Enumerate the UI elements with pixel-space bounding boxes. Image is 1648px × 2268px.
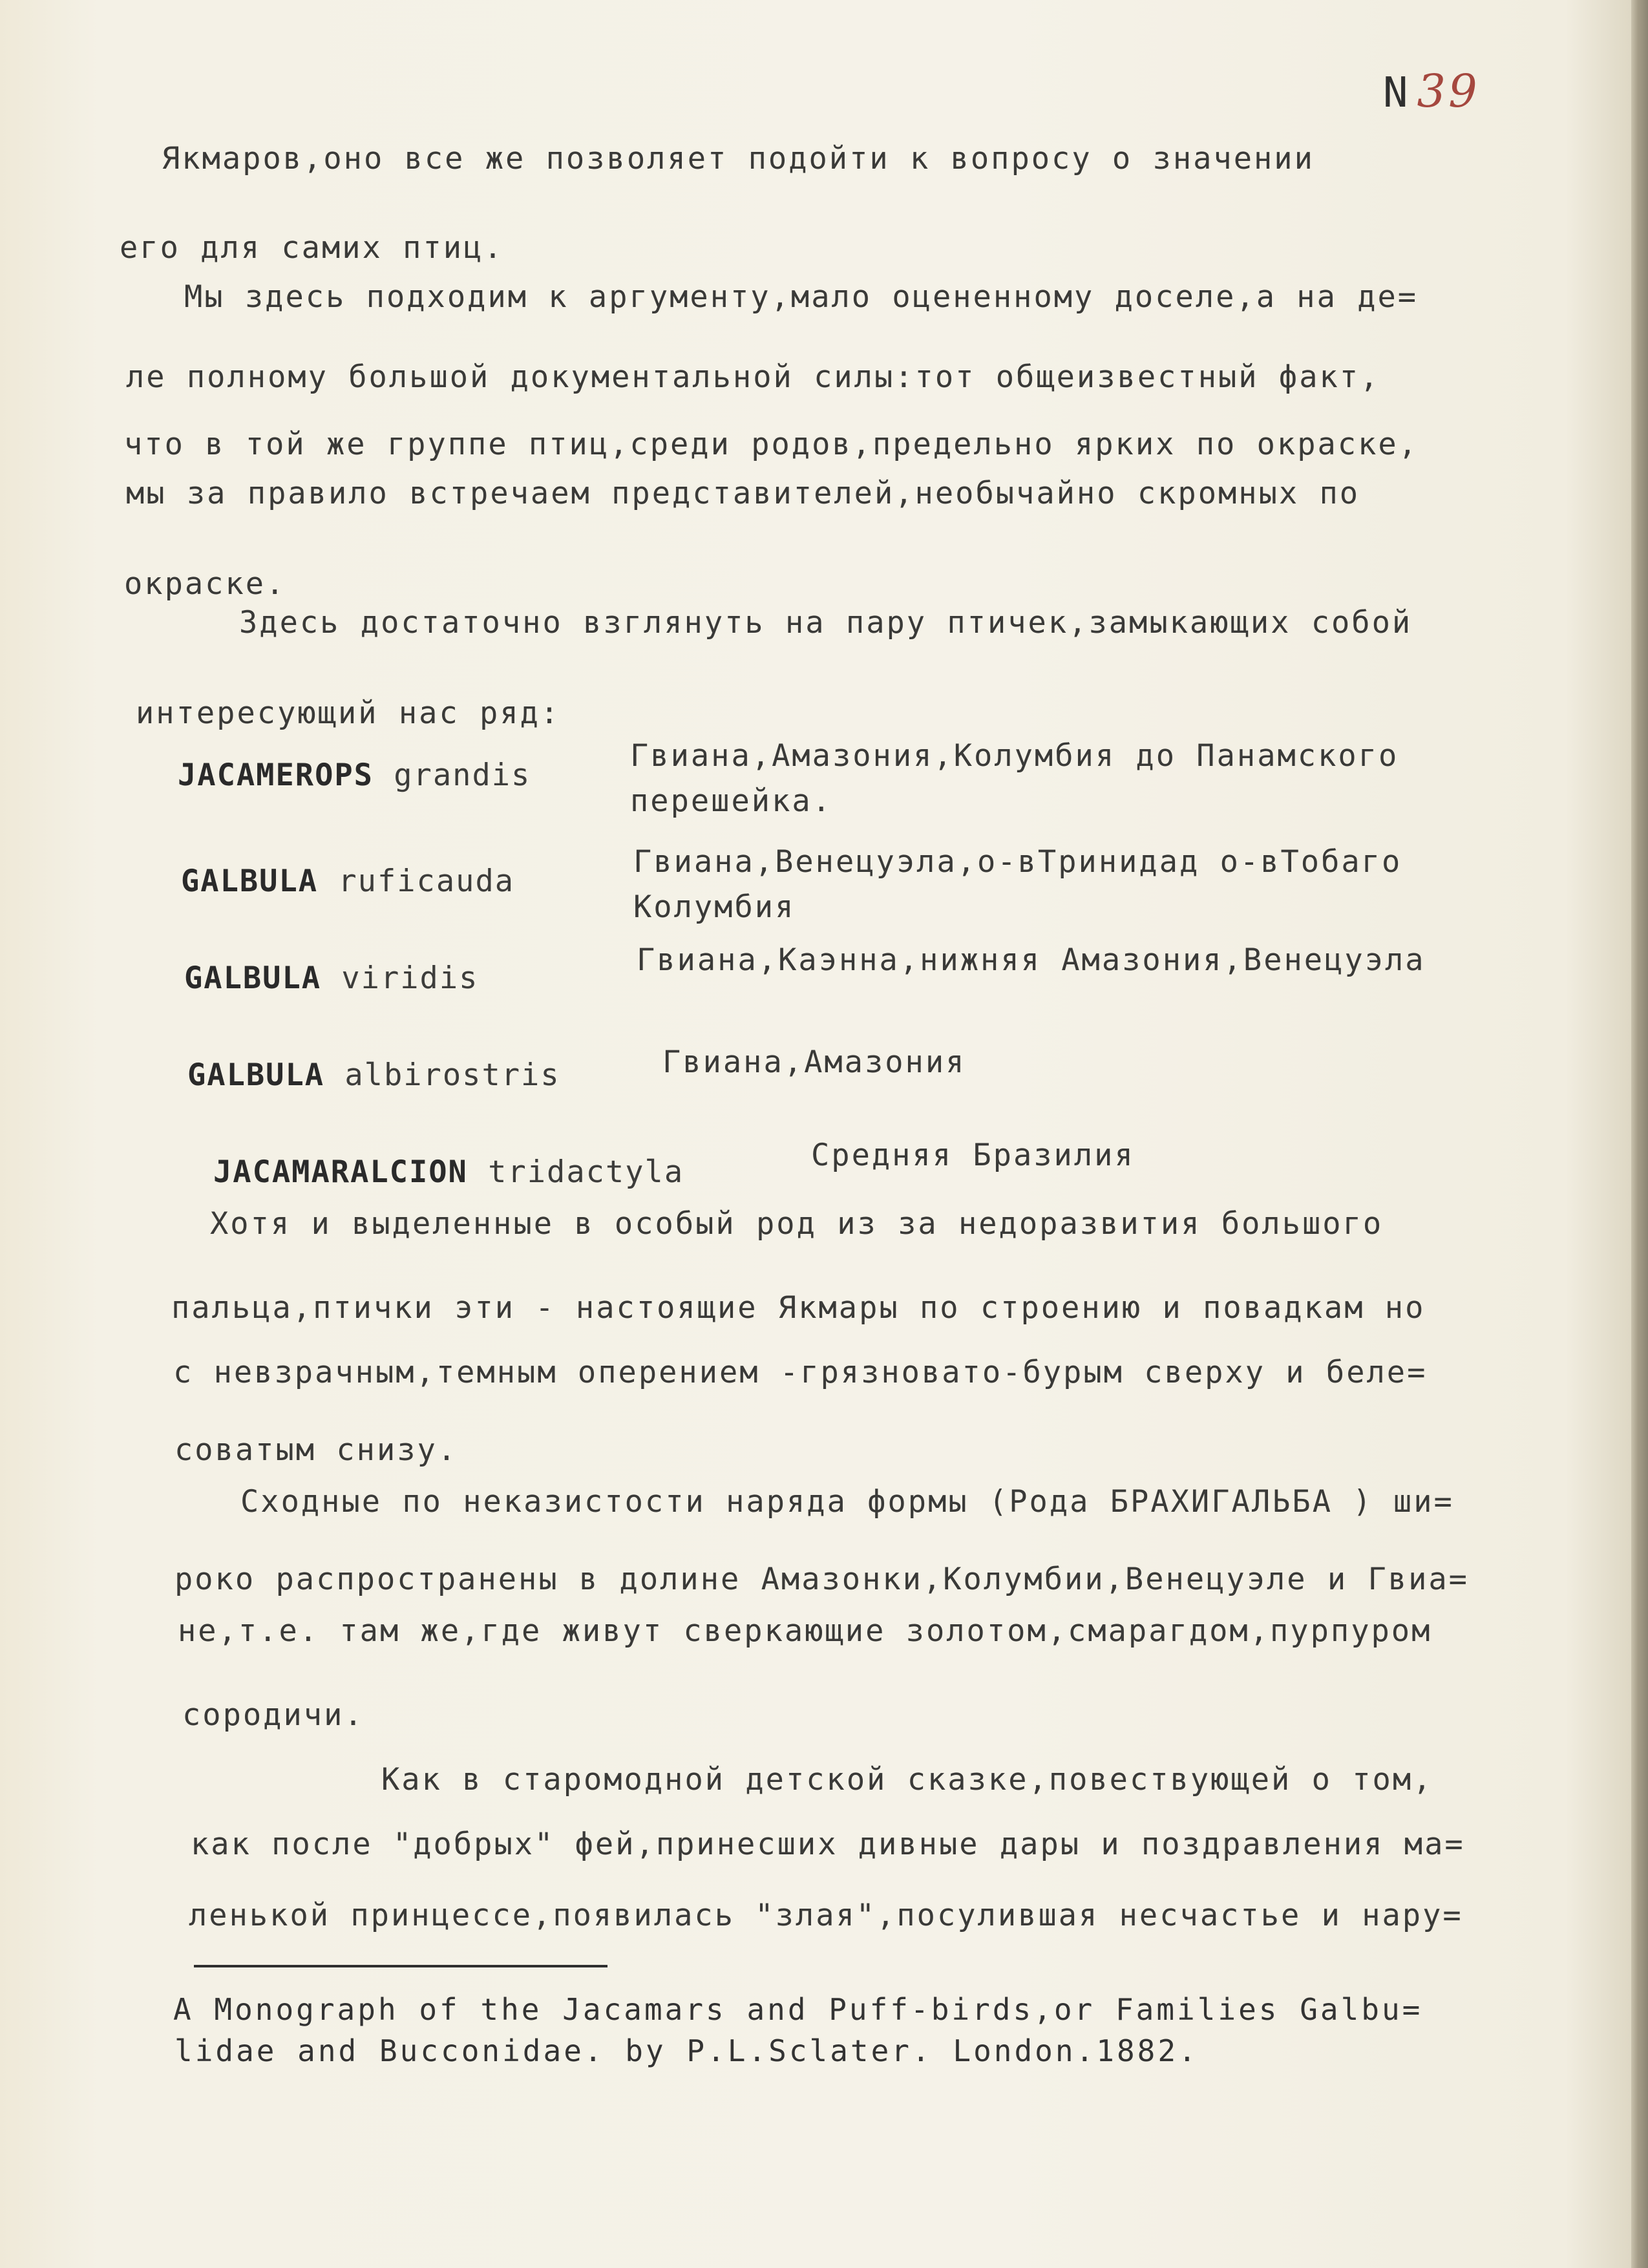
species-epithet: albirostris bbox=[344, 1057, 560, 1093]
text-line: ле полному большой документальной силы:тот общеизвестный факт, bbox=[126, 359, 1380, 395]
species-row bbox=[187, 1057, 560, 1093]
footnote-line: A Monograph of the Jacamars and Puff-birds,or Families Galbu= bbox=[173, 1992, 1423, 2027]
species-row bbox=[213, 1154, 684, 1190]
text-line: ленькой принцессе,появилась "злая",посулившая несчастье и нару= bbox=[189, 1898, 1463, 1933]
text-line: Здесь достаточно взглянуть на пару птичек,замыкающих собой bbox=[239, 605, 1413, 641]
species-range: Колумбия bbox=[633, 889, 796, 925]
text-line: его для самих птиц. bbox=[120, 230, 504, 266]
footnote-line: lidae and Bucconidae. by P.L.Sclater. London.1882. bbox=[174, 2033, 1199, 2068]
species-range: Гвиана,Амазония,Колумбия до Панамского bbox=[630, 738, 1399, 774]
species-range: Гвиана,Венецуэла,о-вТринидад о-вТобаго bbox=[633, 844, 1402, 880]
text-line: мы за правило встречаем представителей,необычайно скромных по bbox=[126, 476, 1360, 511]
text-line: интересующий нас ряд: bbox=[136, 695, 561, 731]
species-range: Гвиана,Амазония bbox=[662, 1044, 966, 1080]
species-genus: JACAMEROPS bbox=[178, 758, 374, 793]
species-epithet: ruficauda bbox=[338, 864, 515, 899]
text-line: Как в старомодной детской сказке,повествующей о том, bbox=[381, 1762, 1433, 1797]
text-line: как после "добрых" фей,принесших дивные дары и поздравления ма= bbox=[191, 1827, 1465, 1862]
species-genus: JACAMARALCION bbox=[213, 1154, 468, 1190]
text-line: что в той же группе птиц,среди родов,предельно ярких по окраске, bbox=[124, 427, 1419, 462]
text-line: сородичи. bbox=[182, 1697, 364, 1733]
species-row bbox=[184, 960, 479, 996]
text-line: роко распространены в долине Амазонки,Колумбии,Венецуэле и Гвиа= bbox=[174, 1562, 1469, 1597]
species-genus: GALBULA bbox=[187, 1057, 325, 1093]
text-line: Мы здесь подходим к аргументу,мало оцененному доселе,а на де= bbox=[184, 279, 1419, 315]
footnote-separator bbox=[194, 1965, 607, 1967]
species-range: перешейка. bbox=[630, 783, 832, 819]
text-line: Якмаров,оно все же позволяет подойти к вопросу о значении bbox=[162, 141, 1315, 176]
text-line: пальца,птички эти - настоящие Якмары по строению и повадкам но bbox=[171, 1290, 1426, 1326]
species-epithet: grandis bbox=[394, 758, 531, 793]
text-line: Хотя и выделенные в особый род из за недоразвития большого bbox=[210, 1206, 1384, 1242]
text-line: окраске. bbox=[124, 566, 286, 602]
text-line: не,т.е. там же,где живут сверкающие золотом,смарагдом,пурпуром bbox=[178, 1613, 1432, 1649]
species-range: Гвиана,Каэнна,нижняя Амазония,Венецуэла bbox=[637, 942, 1426, 978]
page-edge-shadow bbox=[1631, 0, 1648, 2268]
species-row bbox=[181, 864, 515, 899]
species-row bbox=[178, 758, 531, 793]
page-number-prefix: N bbox=[1383, 69, 1411, 117]
handwritten-page-number: 39 bbox=[1417, 65, 1480, 118]
text-line: с невзрачным,темным оперением -грязновато-бурым сверху и беле= bbox=[173, 1355, 1428, 1390]
page-number bbox=[1383, 65, 1480, 118]
species-genus: GALBULA bbox=[181, 864, 319, 899]
species-range: Средняя Бразилия bbox=[811, 1138, 1135, 1173]
text-line: Сходные по неказистости наряда формы (Рода БРАХИГАЛЬБА ) ши= bbox=[240, 1484, 1454, 1520]
species-epithet: viridis bbox=[341, 960, 479, 996]
species-epithet: tridactyla bbox=[488, 1154, 684, 1190]
species-genus: GALBULA bbox=[184, 960, 322, 996]
text-line: соватым снизу. bbox=[174, 1432, 458, 1468]
